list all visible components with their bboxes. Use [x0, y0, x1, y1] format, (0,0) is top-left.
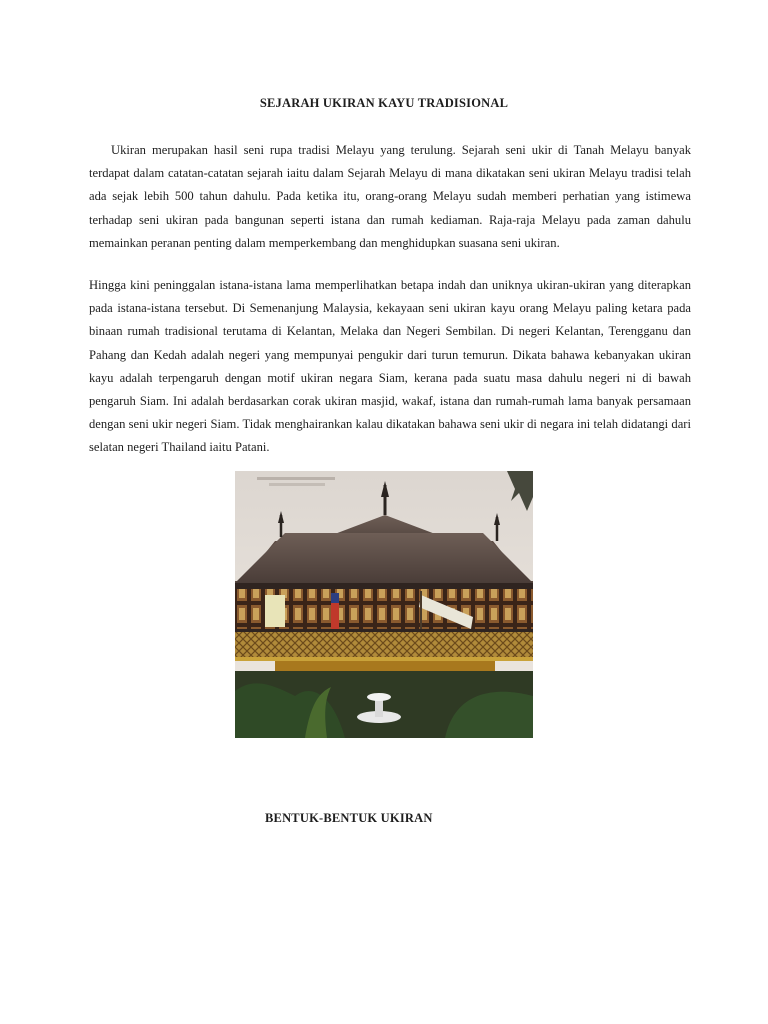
palace-illustration — [235, 471, 533, 738]
paragraph-intro: Ukiran merupakan hasil seni rupa tradisi Melayu yang terulung. Sejarah seni ukir di Tanah Melayu banyak terdapat dalam catatan-catatan sejarah iaitu dalam Sejarah Melayu di mana dikatakan seni ukiran Melayu tradisi telah ada sejak lebih 500 tahun dahulu. Pada ketika itu, orang-orang Melayu sudah memberi perhatian yang istimewa terhadap seni ukiran pada bangunan seperti istana dan rumah kediaman. Raja-raja Melayu pada zaman dahulu memainkan peranan penting dalam memperkembang dan menghidupkan suasana seni ukiran. — [89, 143, 691, 250]
document-title: SEJARAH UKIRAN KAYU TRADISIONAL — [259, 96, 509, 110]
section-title: BENTUK-BENTUK UKIRAN — [265, 811, 433, 825]
paragraph-history: Hingga kini peninggalan istana-istana lama memperlihatkan betapa indah dan uniknya ukiran-ukiran yang diterapkan pada istana-istana tersebut. Di Semenanjung Malaysia, kekayaan seni ukiran kayu orang Melayu paling ketara pada binaan rumah tradisional terutama di Kelantan, Melaka dan Negeri Sembilan. Di negeri Kelantan, Terengganu dan Pahang dan Kedah adalah negeri yang mempunyai pengukir dari turun temurun. Dikata bahawa kebanyakan ukiran kayu adalah terpengaruh dengan motif ukiran negara Siam, kerana pada suatu masa dahulu negeri ni di bawah pengaruh Siam. Ini adalah berdasarkan corak ukiran masjid, wakaf, istana dan rumah-rumah lama banyak persamaan dengan seni ukir negeri Siam. Tidak menghairankan kalau dikatakan bahawa seni ukir di negara ini telah didatangi dari selatan negeri Thailand iaitu Patani. — [89, 278, 691, 455]
palace-photo — [235, 471, 533, 738]
